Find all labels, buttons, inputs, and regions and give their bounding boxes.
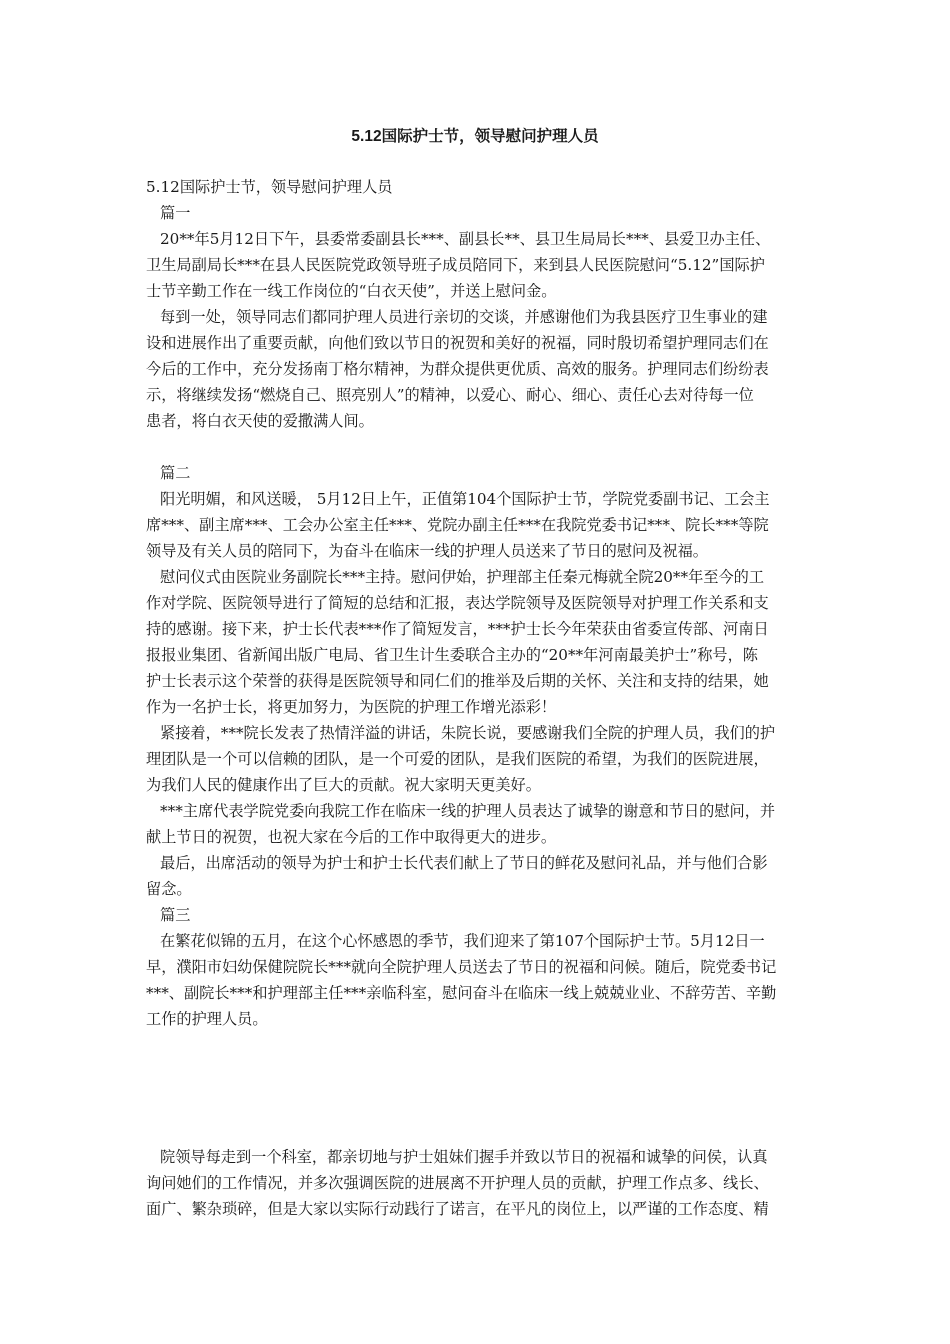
section-heading-3: 篇三 [160,906,191,924]
paragraph-line: 理团队是一个可以信赖的团队，是一个可爱的团队，是我们医院的希望，为我们的医院进展， [146,750,769,768]
paragraph-line: 院领导每走到一个科室，都亲切地与护士姐妹们握手并致以节日的祝福和诚挚的问侯，认真 [160,1148,768,1166]
paragraph-line: 在繁花似锦的五月，在这个心怀感恩的季节，我们迎来了第107个国际护士节。5月12日一 [160,932,765,950]
paragraph-line: 卫生局副局长***在县人民医院党政领导班子成员陪同下，来到县人民医院慰问“5.12”国际护 [146,256,765,274]
paragraph-line: 紧接着，***院长发表了热情洋溢的讲话，朱院长说，要感谢我们全院的护理人员，我们的护 [160,724,776,742]
paragraph-line: 席***、副主席***、工会办公室主任***、党院办副主任***在我院党委书记***、院长***等院 [146,516,769,534]
paragraph-line: 最后，出席活动的领导为护士和护士长代表们献上了节日的鲜花及慰问礼品，并与他们合影 [160,854,768,872]
paragraph-line: 士节辛勤工作在一线工作岗位的“白衣天使”，并送上慰问金。 [146,282,557,300]
paragraph-line: 报报业集团、省新闻出版广电局、省卫生计生委联合主办的“20**年河南最美护士”称号，陈 [146,646,758,664]
paragraph-line: 患者，将白衣天使的爱撒满人间。 [146,412,374,430]
paragraph-line: ***主席代表学院党委向我院工作在临床一线的护理人员表达了诚挚的谢意和节日的慰问，并 [160,802,776,820]
paragraph-line: 为我们人民的健康作出了巨大的贡献。祝大家明天更美好。 [146,776,541,794]
paragraph-line: 示，将继续发扬“燃烧自己、照亮别人”的精神，以爱心、耐心、细心、责任心去对待每一位 [146,386,754,404]
paragraph-line: 持的感谢。接下来，护士长代表***作了简短发言，***护士长今年荣获由省委宣传部、河南日 [146,620,769,638]
document-title: 5.12国际护士节，领导慰问护理人员 [351,128,599,145]
paragraph-line: 作为一名护士长，将更加努力，为医院的护理工作增光添彩！ [146,698,557,716]
paragraph-line: 工作的护理人员。 [146,1010,268,1028]
paragraph-line: 面广、繁杂琐碎，但是大家以实际行动践行了诺言，在平凡的岗位上，以严谨的工作态度、精 [146,1200,769,1218]
document-body-continued [146,1144,808,1222]
paragraph-line: 献上节日的祝贺，也祝大家在今后的工作中取得更大的进步。 [146,828,557,846]
paragraph-line: 护士长表示这个荣誉的获得是医院领导和同仁们的推举及后期的关怀、关注和支持的结果，她 [146,672,769,690]
paragraph-line: 作对学院、医院领导进行了简短的总结和汇报，表达学院领导及医院领导对护理工作关系和支 [146,594,769,612]
paragraph-line: 设和进展作出了重要贡献，向他们致以节日的祝贺和美好的祝福，同时殷切希望护理同志们在 [146,334,769,352]
document-body [146,174,808,1032]
paragraph-line: 20**年5月12日下午，县委常委副县长***、副县长**、县卫生局局长***、县爱卫办主任、 [160,230,771,248]
paragraph-line: 留念。 [146,880,192,898]
paragraph-line: 阳光明媚，和风送暖， 5月12日上午，正值第104个国际护士节，学院党委副书记、工会主 [160,490,770,508]
paragraph-line: 每到一处，领导同志们都同护理人员进行亲切的交谈，并感谢他们为我县医疗卫生事业的建 [160,308,768,326]
blank-line [146,434,808,460]
body-heading: 5.12国际护士节，领导慰问护理人员 [146,178,393,196]
paragraph-line: 领导及有关人员的陪同下，为奋斗在临床一线的护理人员送来了节日的慰问及祝福。 [146,542,708,560]
paragraph-line: 今后的工作中，充分发扬南丁格尔精神，为群众提供更优质、高效的服务。护理同志们纷纷表 [146,360,769,378]
section-heading-2: 篇二 [160,464,191,482]
section-heading-1: 篇一 [160,204,191,222]
paragraph-line: 询问她们的工作情况，并多次强调医院的进展离不开护理人员的贡献，护理工作点多、线长、 [146,1174,769,1192]
paragraph-line: 慰问仪式由医院业务副院长***主持。慰问伊始，护理部主任秦元梅就全院20**年至今的工 [160,568,765,586]
paragraph-line: 早，濮阳市妇幼保健院院长***就向全院护理人员送去了节日的祝福和问候。随后，院党委书记 [146,958,777,976]
paragraph-line: ***、副院长***和护理部主任***亲临科室，慰问奋斗在临床一线上兢兢业业、不辞劳苦、辛勤 [146,984,777,1002]
